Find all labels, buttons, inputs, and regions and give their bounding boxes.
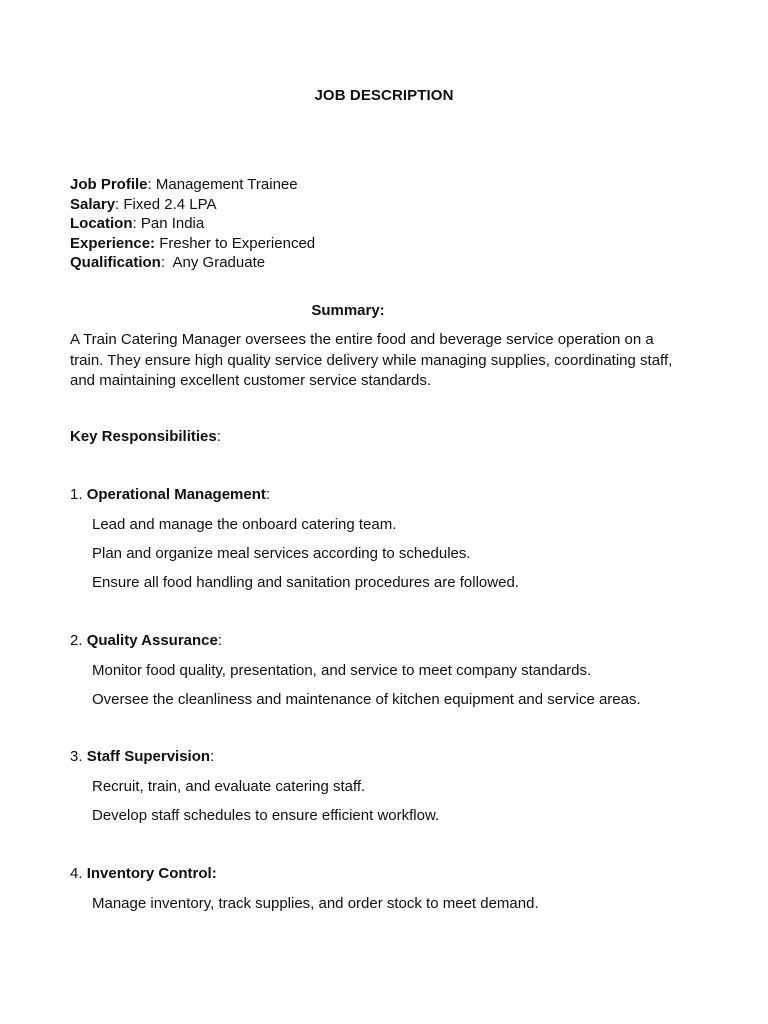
section-suffix: : <box>265 486 271 503</box>
meta-salary <box>70 195 315 215</box>
meta-label: Salary <box>70 195 116 213</box>
section-items <box>70 894 539 923</box>
list-item: Develop staff schedules to ensure efficient workflow. <box>92 807 440 824</box>
meta-label: Location <box>70 215 133 233</box>
summary-paragraph: A Train Catering Manager oversees the entire food and beverage service operation on a train. They ensure high quality service delivery while managing supplies, coordinating staff, and maintaining excellent customer service standards. <box>70 331 673 389</box>
section-number: 3. <box>70 748 87 765</box>
section-heading <box>70 865 539 885</box>
summary-heading: Summary: <box>311 302 385 319</box>
section-items <box>70 777 439 835</box>
section-title: Staff Supervision <box>86 748 211 765</box>
meta-label: Experience: <box>70 234 156 252</box>
meta-qualification <box>70 253 315 273</box>
section-number: 2. <box>70 632 87 649</box>
section-heading <box>70 632 641 652</box>
key-responsibilities-label: Key Responsibilities <box>70 428 217 445</box>
list-item: Plan and organize meal services according to schedules. <box>92 545 471 562</box>
section-quality-assurance <box>70 632 641 719</box>
meta-experience <box>70 234 315 254</box>
section-suffix: : <box>210 748 215 765</box>
meta-value: Fresher to Experienced <box>159 234 316 252</box>
section-title: Inventory Control: <box>86 865 217 882</box>
meta-value: Pan India <box>140 215 205 233</box>
section-number: 1. <box>70 486 87 503</box>
meta-separator: : <box>147 176 156 193</box>
meta-label: Qualification <box>70 254 161 272</box>
section-items <box>70 515 519 602</box>
section-staff-supervision <box>70 748 439 835</box>
list-item: Monitor food quality, presentation, and service to meet company standards. <box>92 662 592 679</box>
list-item: Lead and manage the onboard catering team. <box>92 516 397 533</box>
section-title: Quality Assurance <box>86 632 218 649</box>
section-number: 4. <box>70 865 87 882</box>
section-operational-management <box>70 486 519 602</box>
document-title: JOB DESCRIPTION <box>314 87 454 104</box>
meta-separator: : <box>132 215 141 233</box>
section-inventory-control <box>70 865 539 923</box>
section-heading <box>70 748 439 768</box>
meta-separator: : <box>160 254 173 272</box>
meta-value: Management Trainee <box>155 176 298 193</box>
meta-value: Fixed 2.4 LPA <box>123 195 217 213</box>
section-heading <box>70 486 519 506</box>
section-items <box>70 661 641 719</box>
meta-separator: : <box>115 195 124 213</box>
list-item: Recruit, train, and evaluate catering staff. <box>92 778 366 795</box>
meta-label: Job Profile <box>70 176 148 193</box>
key-responsibilities-heading <box>70 428 221 445</box>
list-item: Ensure all food handling and sanitation procedures are followed. <box>92 574 519 591</box>
meta-location <box>70 214 315 234</box>
job-meta <box>70 175 315 273</box>
key-responsibilities-suffix: : <box>216 428 221 445</box>
section-suffix: : <box>217 632 223 649</box>
meta-value: Any Graduate <box>172 254 266 272</box>
list-item: Oversee the cleanliness and maintenance of kitchen equipment and service areas. <box>92 691 641 708</box>
meta-job-profile <box>70 175 315 195</box>
section-title: Operational Management <box>86 486 266 503</box>
list-item: Manage inventory, track supplies, and order stock to meet demand. <box>92 895 539 912</box>
